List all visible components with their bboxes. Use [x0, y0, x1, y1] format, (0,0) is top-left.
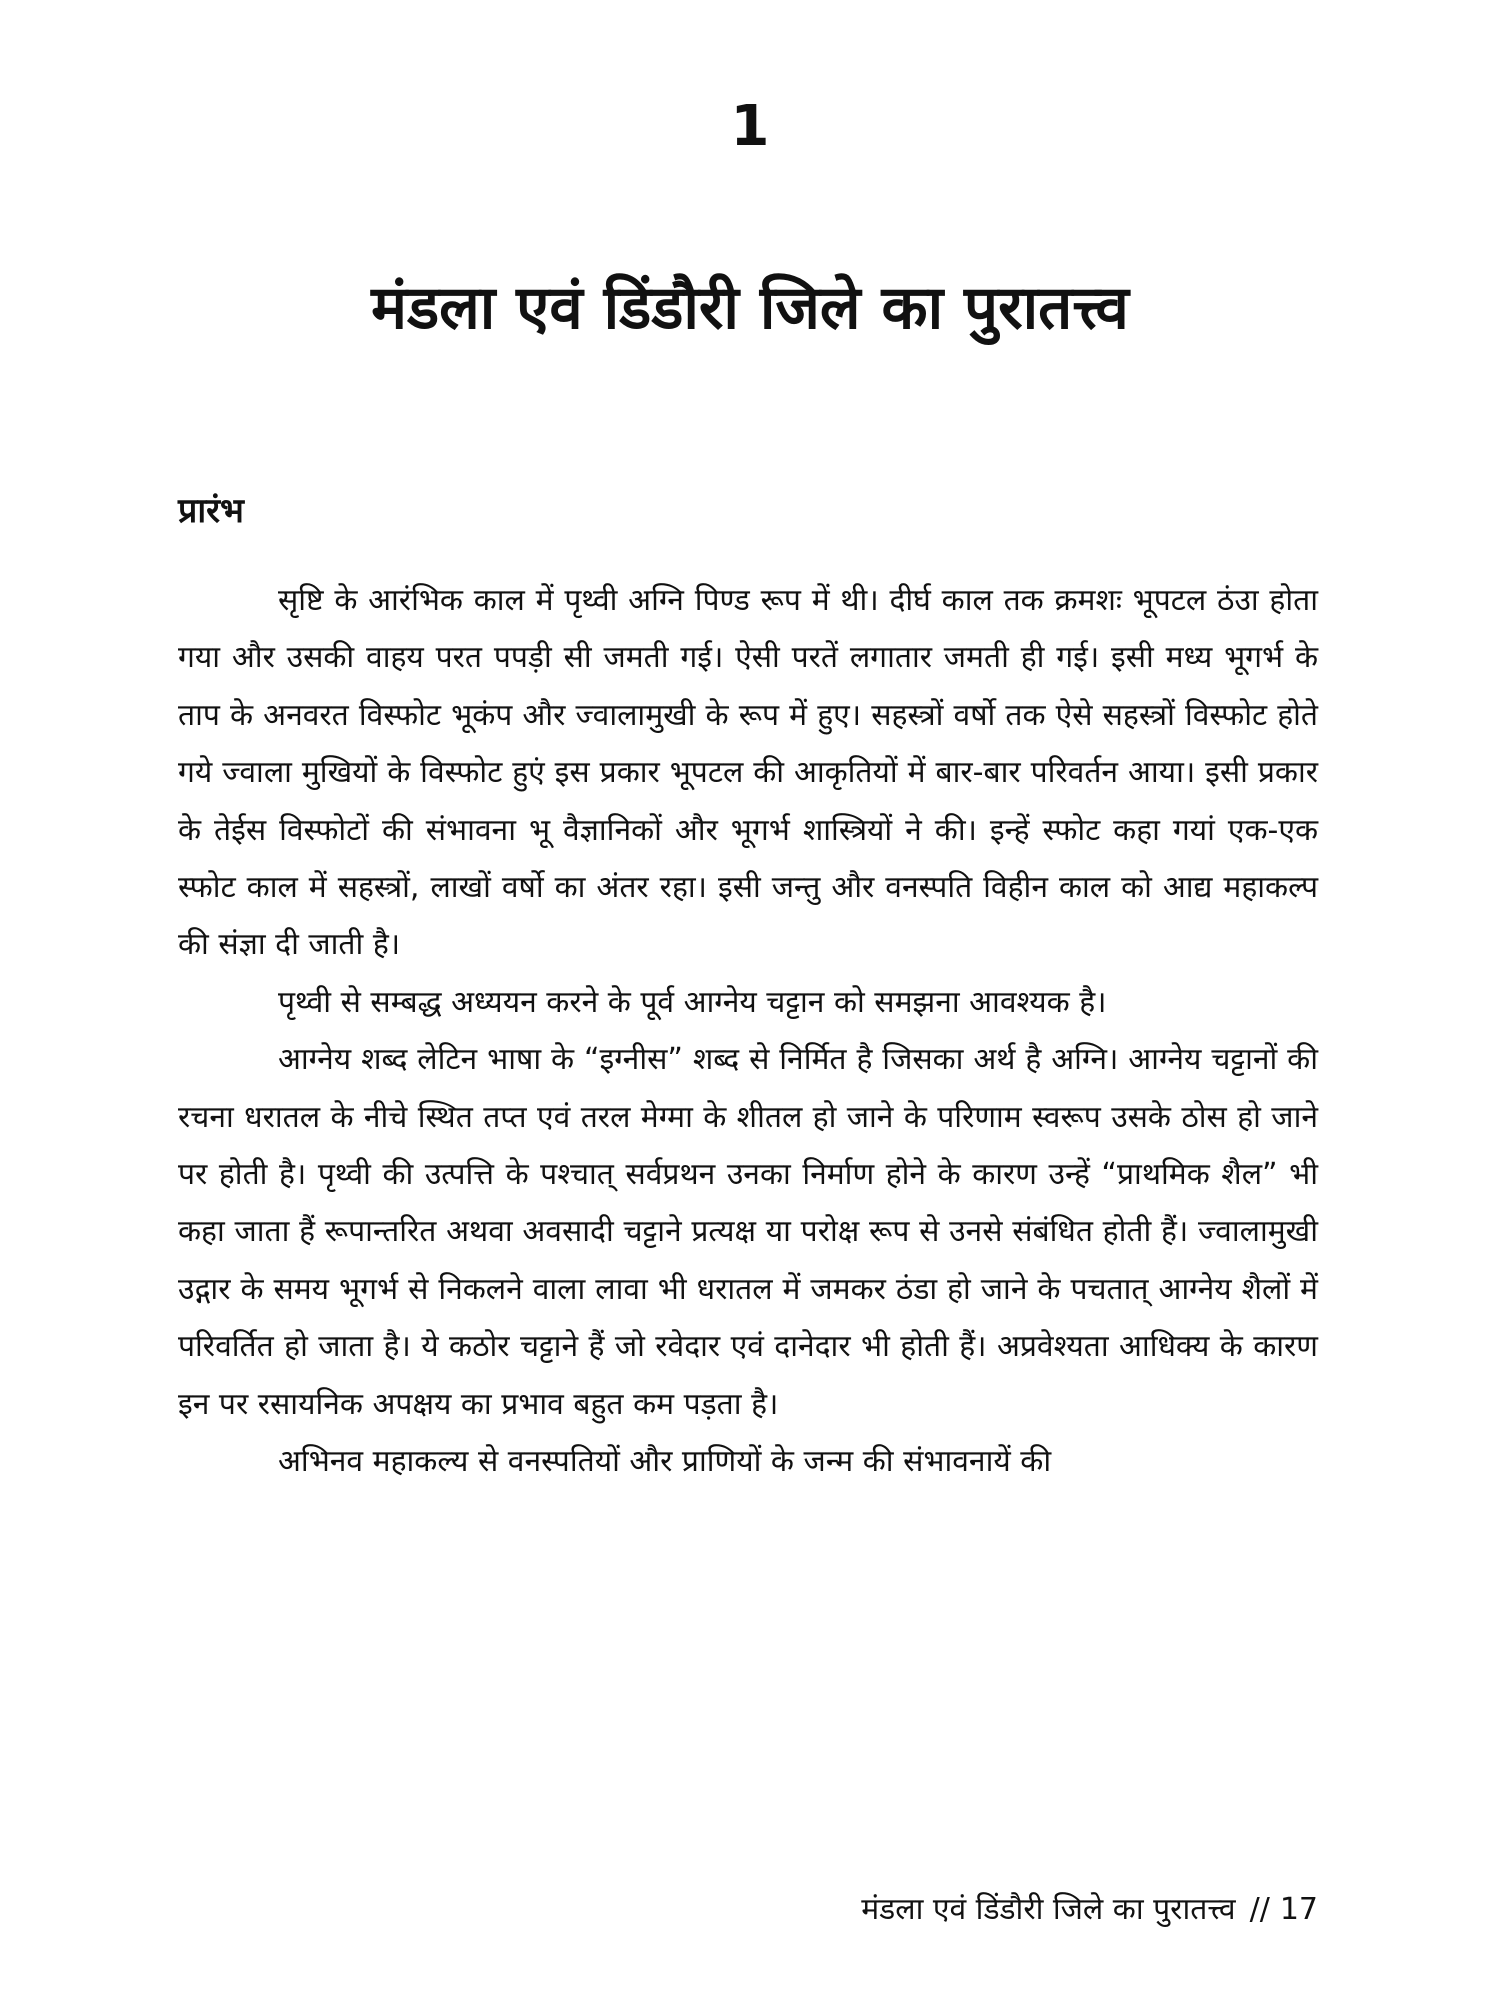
- paragraph-1: सृष्टि के आरंभिक काल में पृथ्वी अग्नि पिण्ड रूप में थी। दीर्घ काल तक क्रमशः भूपटल ठंउा होता गया और उसकी वाहय परत पपड़ी सी जमती गई। ऐसी परतें लगातार जमती ही गई। इसी मध्य भूगर्भ के ताप के अनवरत विस्फोट भूकंप और ज्वालामुखी के रूप में हुए। सहस्त्रों वर्षो तक ऐसे सहस्त्रों विस्फोट होते गये ज्वाला मुखियों के विस्फोट हुएं इस प्रकार भूपटल की आकृतियों में बार-बार परिवर्तन आया। इसी प्रकार के तेईस विस्फोटों की संभावना भू वैज्ञानिकों और भूगर्भ शास्त्रियों ने की। इन्हें स्फोट कहा गयां एक-एक स्फोट काल में सहस्त्रों, लाखों वर्षो का अंतर रहा। इसी जन्तु और वनस्पति विहीन काल को आद्य महाकल्प की संज्ञा दी जाती है।: [178, 583, 1319, 963]
- page-number: 17: [1279, 1892, 1318, 1927]
- paragraph-2: पृथ्वी से सम्बद्ध अध्ययन करने के पूर्व आग्नेय चट्टान को समझना आवश्यक है।: [278, 984, 1107, 1020]
- paragraph-3: आग्नेय शब्द लेटिन भाषा के “इग्नीस” शब्द से निर्मित है जिसका अर्थ है अग्नि। आग्नेय चट्टानों की रचना धरातल के नीचे स्थित तप्त एवं तरल मेग्मा के शीतल हो जाने के परिणाम स्वरूप उसके ठोस हो जाने पर होती है। पृथ्वी की उत्पत्ति के पश्चात् सर्वप्रथन उनका निर्माण होने के कारण उन्हें “प्राथमिक शैल” भी कहा जाता हैं रूपान्तरित अथवा अवसादी चट्टाने प्रत्यक्ष या परोक्ष रूप से उनसे संबंधित होती हैं। ज्वालामुखी उद्गार के समय भूगर्भ से निकलने वाला लावा भी धरातल में जमकर ठंडा हो जाने के पचतात् आग्नेय शैलों में परिवर्तित हो जाता है। ये कठोर चट्टाने हैं जो रवेदार एवं दानेदार भी होती हैं। अप्रवेश्यता आधिक्य के कारण इन पर रसायनिक अपक्षय का प्रभाव बहुत कम पड़ता है।: [178, 1042, 1318, 1422]
- paragraph-4: अभिनव महाकल्य से वनस्पतियों और प्राणियों के जन्म की संभावनायें की: [278, 1444, 1052, 1480]
- chapter-number: 1: [730, 94, 770, 159]
- footer-separator: //: [1249, 1892, 1270, 1927]
- page-footer: [600, 1888, 1318, 1932]
- body-text: [178, 572, 1318, 1491]
- running-title: मंडला एवं डिंडौरी जिले का पुरातत्त्व: [861, 1892, 1236, 1927]
- section-heading: प्रारंभ: [178, 491, 244, 531]
- chapter-title: मंडला एवं डिंडौरी जिले का पुरातत्त्व: [371, 273, 1129, 343]
